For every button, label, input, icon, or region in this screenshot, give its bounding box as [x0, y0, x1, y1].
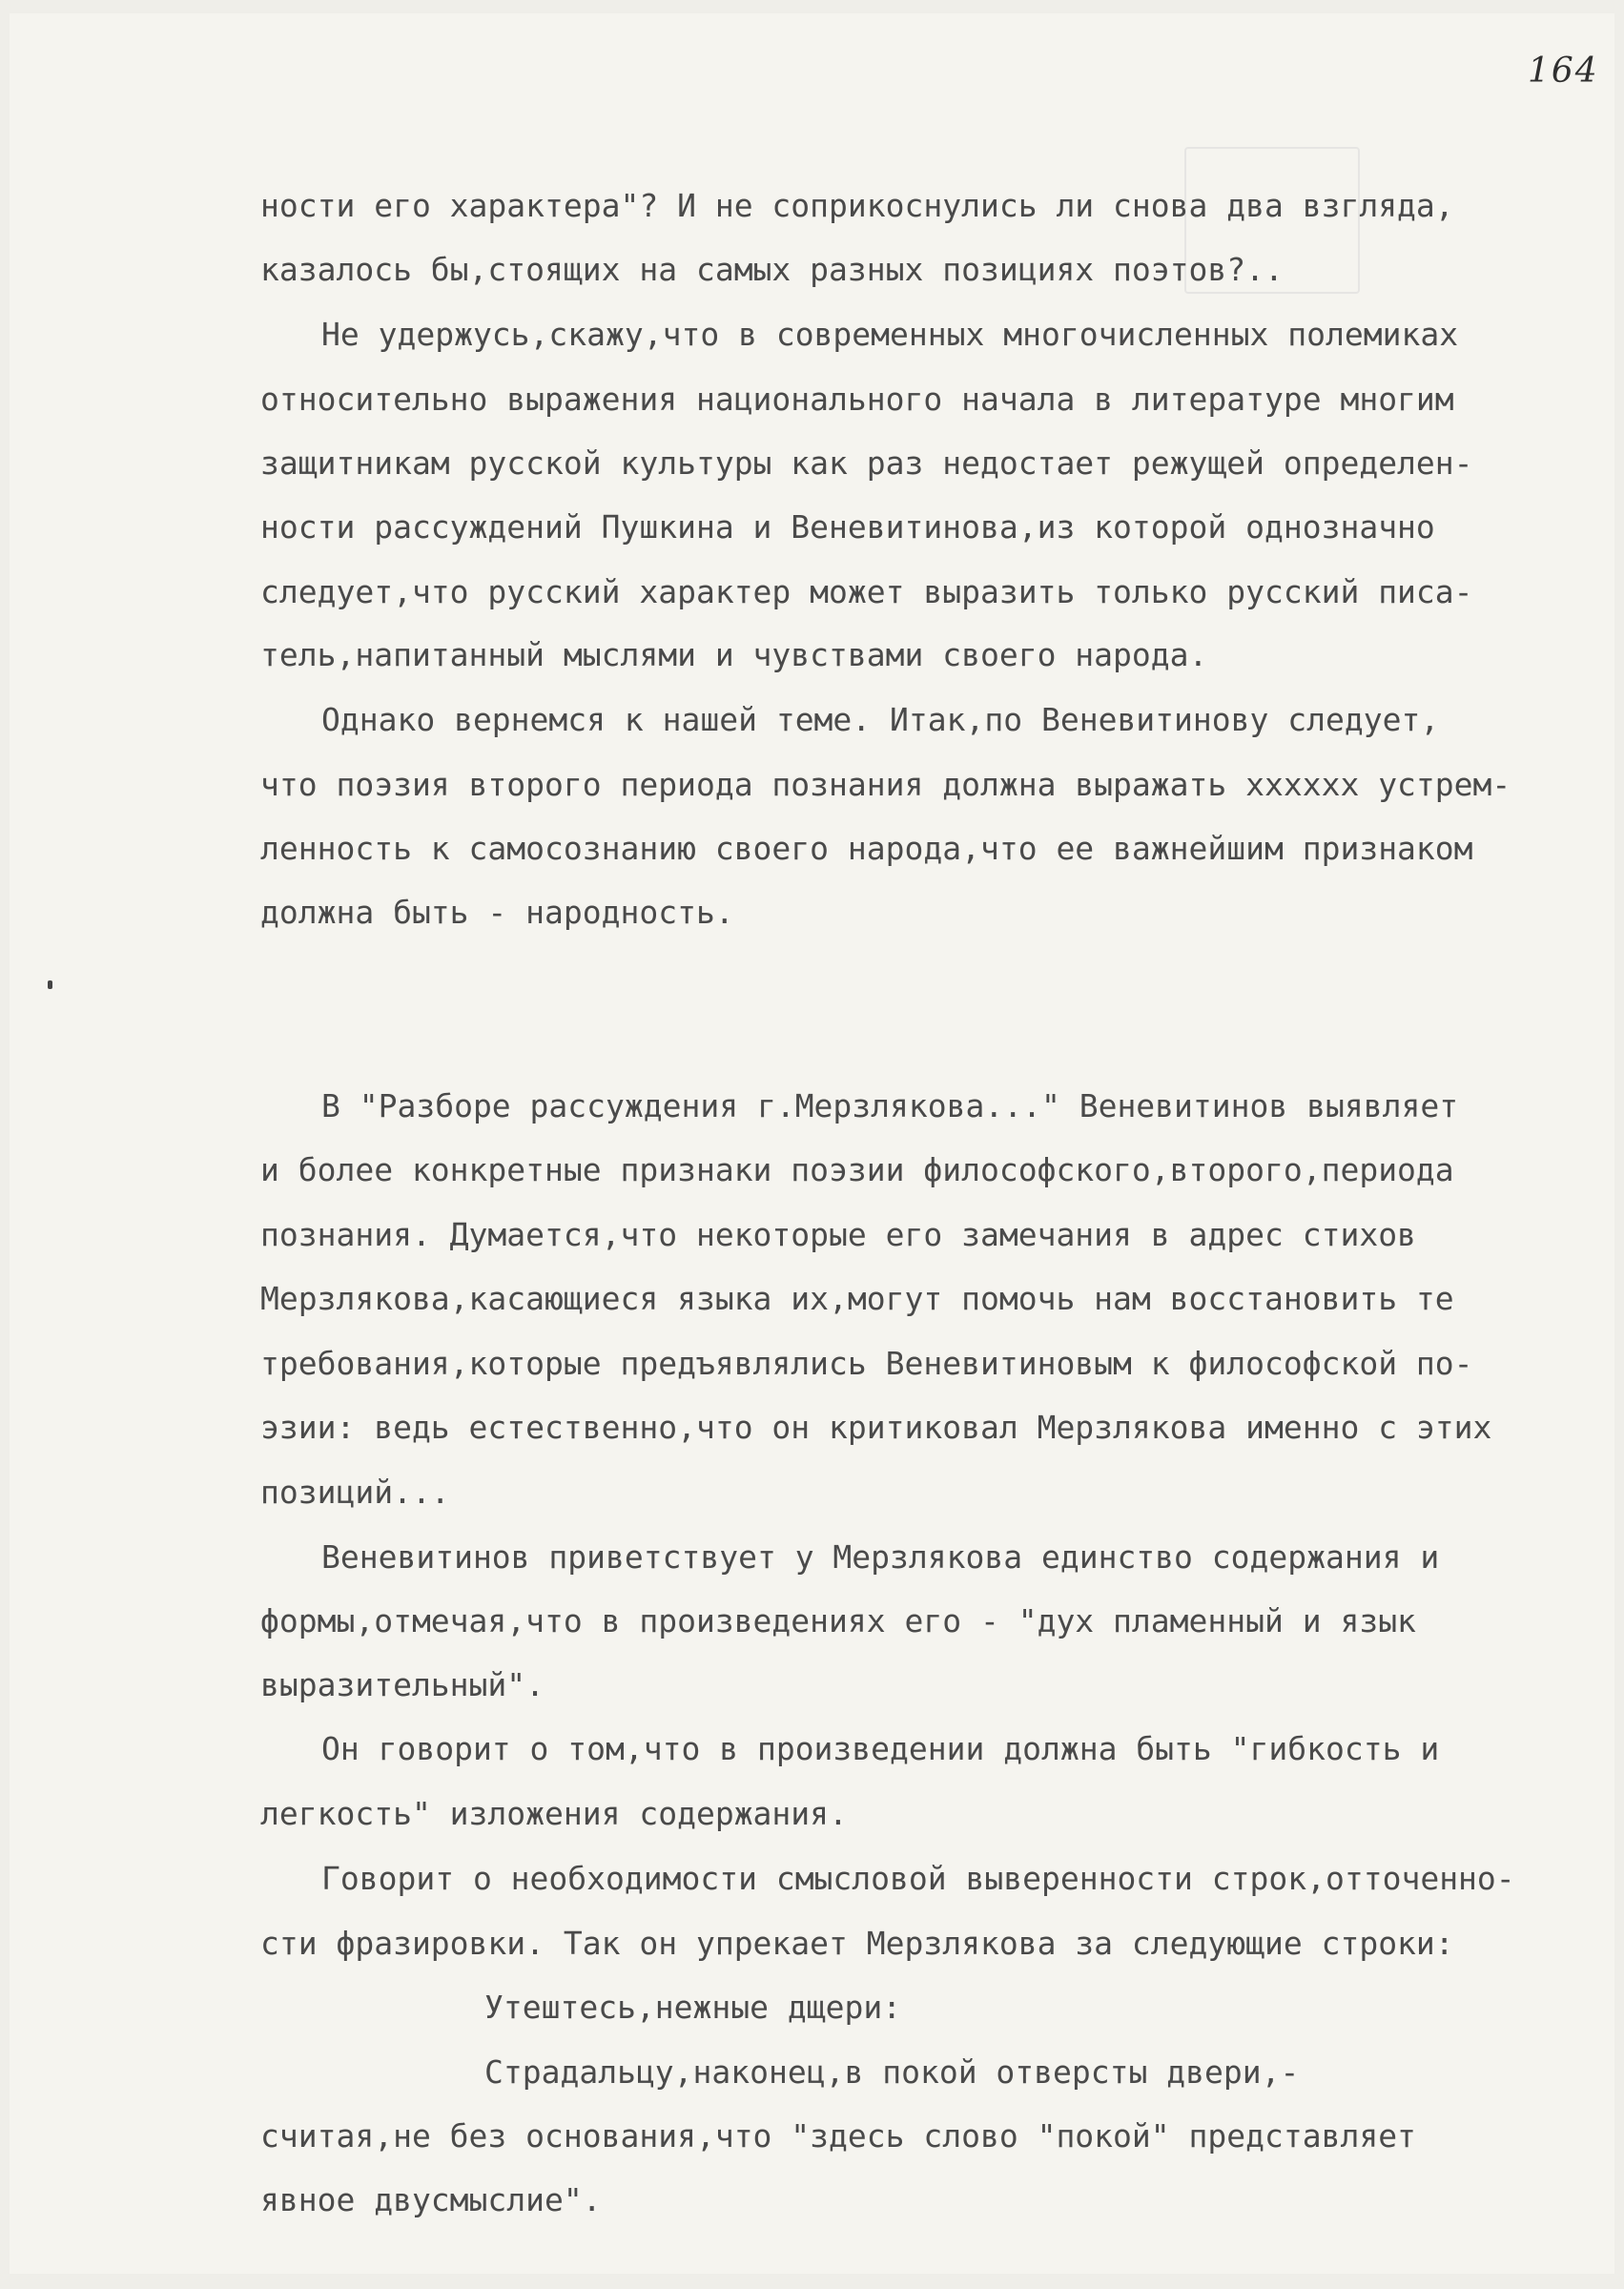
text-line: Утештесь,нежные дщери: [484, 1989, 902, 2026]
text-line: ленность к самосознанию своего народа,что ее важнейшим признаком [260, 830, 1473, 867]
text-line: явное двусмыслие". [260, 2181, 602, 2218]
text-line: Мерзлякова,касающиеся языка их,могут помочь нам восстановить те [260, 1280, 1454, 1317]
text-line: Однако вернемся к нашей теме. Итак,по Веневитинову следует, [321, 701, 1440, 738]
text-line: Говорит о необходимости смысловой выверенности строк,отточенно- [321, 1860, 1515, 1897]
page-number: 164 [1528, 52, 1599, 91]
text-line: Веневитинов приветствует у Мерзлякова единство содержания и [321, 1538, 1440, 1576]
text-line: тель,напитанный мыслями и чувствами своего народа. [260, 636, 1208, 673]
text-line: что поэзия второго периода познания должна выражать xxxxxx устрем- [260, 766, 1511, 803]
text-line: относительно выражения национального начала в литературе многим [260, 381, 1454, 418]
text-line: позиций... [260, 1474, 450, 1511]
text-line: ности его характера"? И не соприкоснулись ли снова два взгляда, [260, 187, 1454, 224]
text-line: эзии: ведь естественно,что он критиковал Мерзлякова именно с этих [260, 1409, 1492, 1446]
text-line: Не удержусь,скажу,что в современных многочисленных полемиках [321, 316, 1459, 353]
text-line: Страдальцу,наконец,в покой отверсты двери,- [484, 2053, 1300, 2091]
text-line: защитникам русской культуры как раз недостает режущей определен- [260, 444, 1473, 482]
text-line: выразительный". [260, 1666, 545, 1703]
text-line: и более конкретные признаки поэзии философского,второго,периода [260, 1151, 1454, 1188]
text-line: следует,что русский характер может выразить только русский писа- [260, 573, 1473, 610]
text-line: формы,отмечая,что в произведениях его - "дух пламенный и язык [260, 1602, 1416, 1639]
text-line: считая,не без основания,что "здесь слово "покой" представляет [260, 2117, 1416, 2155]
text-line: сти фразировки. Так он упрекает Мерзлякова за следующие строки: [260, 1925, 1454, 1962]
text-line: требования,которые предъявлялись Веневитиновым к философской по- [260, 1345, 1473, 1382]
margin-mark [48, 980, 52, 989]
text-line: В "Разборе рассуждения г.Мерзлякова..." Веневитинов выявляет [321, 1087, 1459, 1124]
text-line: легкость" изложения содержания. [260, 1795, 848, 1832]
text-line: должна быть - народность. [260, 894, 734, 931]
text-line: Он говорит о том,что в произведении должна быть "гибкость и [321, 1730, 1440, 1767]
text-line: казалось бы,стоящих на самых разных позициях поэтов?.. [260, 251, 1284, 288]
text-line: ности рассуждений Пушкина и Веневитинова,из которой однозначно [260, 508, 1435, 546]
text-line: познания. Думается,что некоторые его замечания в адрес стихов [260, 1216, 1416, 1253]
